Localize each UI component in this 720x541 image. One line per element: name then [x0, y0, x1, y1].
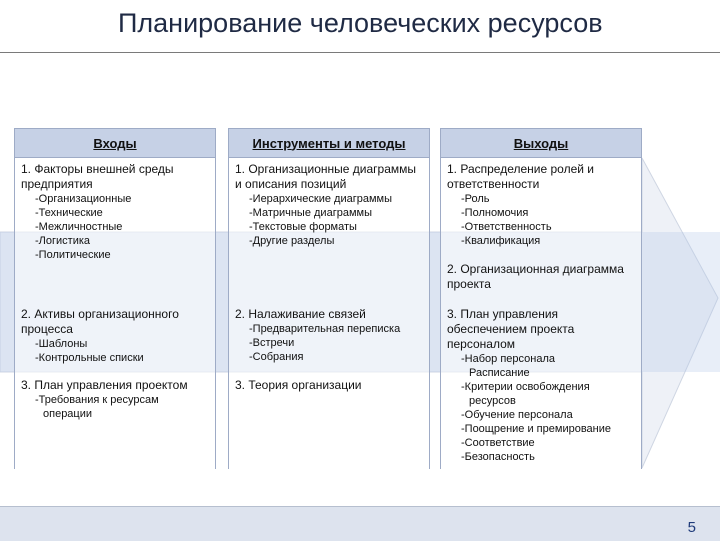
title-divider	[0, 52, 720, 53]
output-item-1	[447, 162, 637, 248]
outputs-body	[440, 158, 642, 469]
item-sub: -Текстовые форматы	[249, 221, 357, 233]
inputs-header: Входы	[14, 128, 216, 158]
item-heading: 1. Распределение ролей и ответственности	[447, 162, 594, 191]
input-item-2	[21, 307, 211, 365]
outputs-column	[440, 128, 642, 468]
page-number: 5	[687, 519, 696, 536]
item-sub: -Предварительная переписка	[249, 323, 401, 335]
item-sub: -Организационные	[35, 193, 132, 205]
item-sub: -Межличностные	[35, 221, 123, 233]
item-sub: -Иерархические диаграммы	[249, 193, 392, 205]
item-heading: 1. Организационные диаграммы и описания позиций	[235, 162, 417, 191]
item-sub: -Безопасность	[461, 451, 535, 463]
item-sub: ресурсов	[469, 395, 516, 407]
tool-item-1	[235, 162, 425, 248]
item-heading: 3. План управления проектом	[21, 378, 188, 392]
item-sub: -Набор персонала	[461, 353, 555, 365]
item-sub: -Логистика	[35, 235, 91, 247]
item-heading: 1. Факторы внешней среды предприятия	[21, 162, 174, 191]
item-sub: операции	[43, 408, 93, 420]
inputs-body	[14, 158, 216, 469]
item-sub: Расписание	[469, 367, 530, 379]
item-sub: -Матричные диаграммы	[249, 207, 372, 219]
input-item-3	[21, 378, 211, 421]
item-heading: 3. План управления обеспечением проекта персоналом	[447, 307, 575, 351]
slide-title: Планирование человеческих ресурсов	[118, 8, 603, 38]
item-heading: 3. Теория организации	[235, 378, 362, 392]
item-sub: -Шаблоны	[35, 338, 88, 350]
item-sub: -Соответствие	[461, 437, 535, 449]
item-heading: 2. Активы организационного процесса	[21, 307, 179, 336]
item-sub: -Обучение персонала	[461, 409, 573, 421]
tools-column	[228, 128, 430, 468]
item-sub: -Контрольные списки	[35, 352, 144, 364]
item-sub: -Требования к ресурсам	[35, 394, 159, 406]
tools-header: Инструменты и методы	[228, 128, 430, 158]
item-sub: -Поощрение и премирование	[461, 423, 611, 435]
tool-item-3	[235, 378, 425, 393]
item-sub: -Другие разделы	[249, 235, 335, 247]
output-item-3	[447, 307, 637, 464]
item-sub: -Технические	[35, 207, 103, 219]
slide-footer	[0, 506, 720, 541]
tool-item-2	[235, 307, 425, 364]
tools-body	[228, 158, 430, 469]
item-sub: -Роль	[461, 193, 490, 205]
item-sub: -Политические	[35, 249, 111, 261]
item-sub: -Критерии освобождения	[461, 381, 590, 393]
item-sub: -Ответственность	[461, 221, 552, 233]
item-sub: -Собрания	[249, 351, 304, 363]
output-item-2	[447, 262, 637, 292]
item-heading: 2. Налаживание связей	[235, 307, 366, 321]
input-item-1	[21, 162, 211, 262]
item-sub: -Встречи	[249, 337, 295, 349]
item-sub: -Квалификация	[461, 235, 541, 247]
item-sub: -Полномочия	[461, 207, 529, 219]
inputs-column	[14, 128, 216, 468]
item-heading: 2. Организационная диаграмма проекта	[447, 262, 624, 291]
outputs-header: Выходы	[440, 128, 642, 158]
